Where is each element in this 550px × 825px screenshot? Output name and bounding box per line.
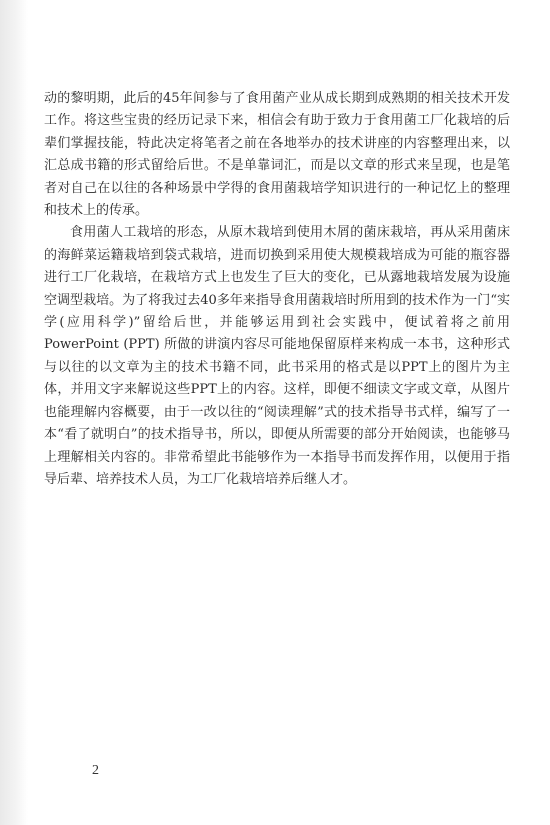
page-number: 2 — [92, 763, 99, 778]
paragraph-continued: 动的黎明期，此后的45年间参与了食用菌产业从成长期到成熟期的相关技术开发工作。将这些宝贵的经历记录下来，相信会有助于致力于食用菌工厂化栽培的后辈们掌握技能，特此决定将笔者之前在各地举办的技术讲座的内容整理出来，以汇总成书籍的形式留给后世。不是单靠词汇，而是以文章的形式来呈现，也是笔者对自己在以往的各种场景中学得的食用菌栽培学知识进行的一种记忆上的整理和技术上的传承。 — [44, 91, 510, 219]
paragraph-indented: 食用菌人工栽培的形态，从原木栽培到使用木屑的菌床栽培，再从采用菌床的海鲜菜运籍栽培到袋式栽培，进而切换到采用使大规模栽培成为可能的瓶容器进行工厂化栽培，在栽培方式上也发生了巨大的变化，已从露地栽培发展为设施空调型栽培。为了将我过去40多年来指导食用菌栽培时所用到的技术作为一门“实学(应用科学)”留给后世，并能够运用到社会实践中，便试着将之前用 PowerPoint (PPT) 所做的讲演内容尽可能地保留原样来构成一本书，这种形式与以往的以文章为主的技术书籍不同，此书采用的格式是以PPT上的图片为主体，并用文字来解说这些PPT上的内容。这样，即便不细读文字或文章，从图片也能理解内容概要，由于一改以往的“阅读理解”式的技术指导书式样，编写了一本“看了就明白”的技术指导书，所以，即便从所需要的部分开始阅读，也能够马上理解相关内容的。非常希望此书能够作为一本指导书而发挥作用，以便用于指导后辈、培养技术人员，为工厂化栽培培养后继人才。 — [44, 225, 510, 487]
body-text — [44, 88, 510, 491]
page-gutter-shadow — [0, 0, 28, 825]
